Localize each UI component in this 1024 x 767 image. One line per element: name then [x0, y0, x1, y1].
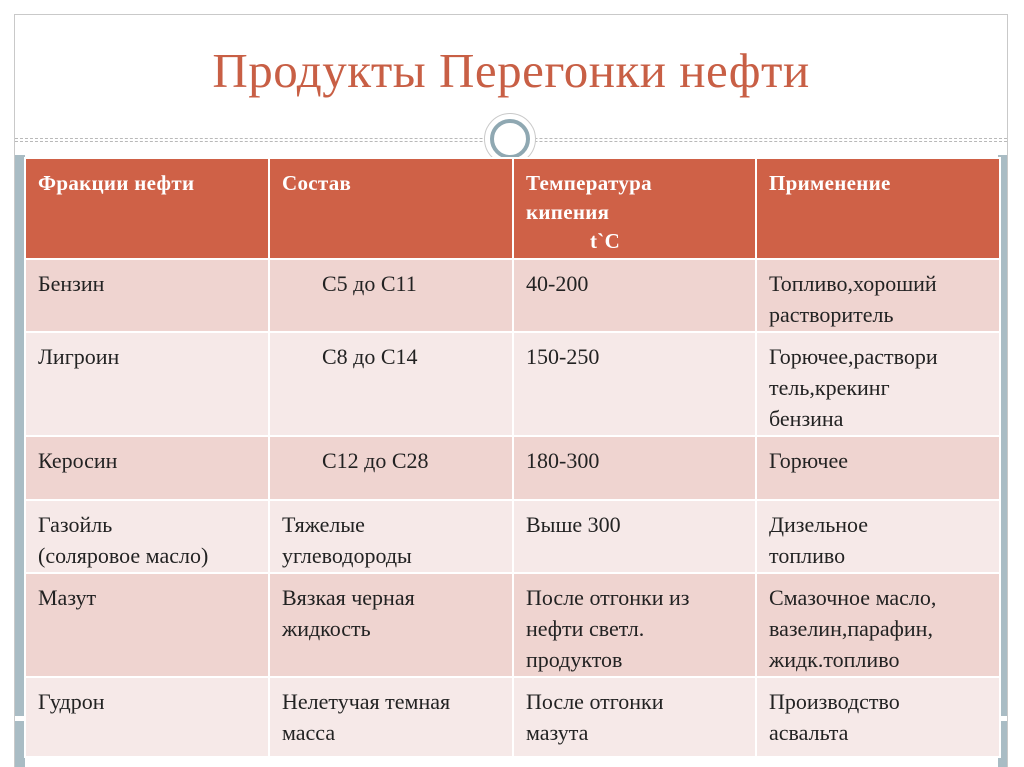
table-row: [25, 332, 1000, 436]
cell-temperature: 150-250: [513, 332, 756, 436]
cell-temperature: 40-200: [513, 259, 756, 332]
oil-products-table: [24, 157, 1001, 758]
table-row: [25, 500, 1000, 573]
cell-application: Производство асвальта: [756, 677, 1000, 757]
cell-fraction: Газойль (соляровое масло): [25, 500, 269, 573]
table-row: [25, 573, 1000, 677]
header-fraction: Фракции нефти: [25, 158, 269, 259]
cell-application: Горючее: [756, 436, 1000, 500]
cell-composition: Нелетучая темная масса: [269, 677, 513, 757]
cell-temperature: После отгонки из нефти светл. продуктов: [513, 573, 756, 677]
table-row: [25, 677, 1000, 757]
header-temperature: [513, 158, 756, 259]
header-application: Применение: [756, 158, 1000, 259]
cell-application: Дизельное топливо: [756, 500, 1000, 573]
cell-temperature: После отгонки мазута: [513, 677, 756, 757]
cell-temperature: 180-300: [513, 436, 756, 500]
cell-application: Топливо,хороший растворитель: [756, 259, 1000, 332]
table-row: [25, 259, 1000, 332]
header-temperature-unit: t`C: [590, 229, 621, 253]
slide-title: Продукты Перегонки нефти: [212, 43, 810, 98]
cell-temperature: Выше 300: [513, 500, 756, 573]
cell-application: Горючее,раствори тель,крекинг бензина: [756, 332, 1000, 436]
cell-application: Смазочное масло, вазелин,парафин, жидк.топливо: [756, 573, 1000, 677]
header-temperature-label: Температура кипения: [526, 171, 652, 224]
table-header-row: [25, 158, 1000, 259]
cell-fraction: Лигроин: [25, 332, 269, 436]
cell-composition: Тяжелые углеводороды: [269, 500, 513, 573]
cell-fraction: Бензин: [25, 259, 269, 332]
header-composition: Состав: [269, 158, 513, 259]
cell-composition: Вязкая черная жидкость: [269, 573, 513, 677]
cell-composition: C8 до C14: [269, 332, 513, 436]
cell-fraction: Мазут: [25, 573, 269, 677]
cell-fraction: Керосин: [25, 436, 269, 500]
table-row: [25, 436, 1000, 500]
cell-composition: C5 до C11: [269, 259, 513, 332]
circle-ornament-ring: [490, 119, 530, 159]
cell-composition: C12 до C28: [269, 436, 513, 500]
cell-fraction: Гудрон: [25, 677, 269, 757]
